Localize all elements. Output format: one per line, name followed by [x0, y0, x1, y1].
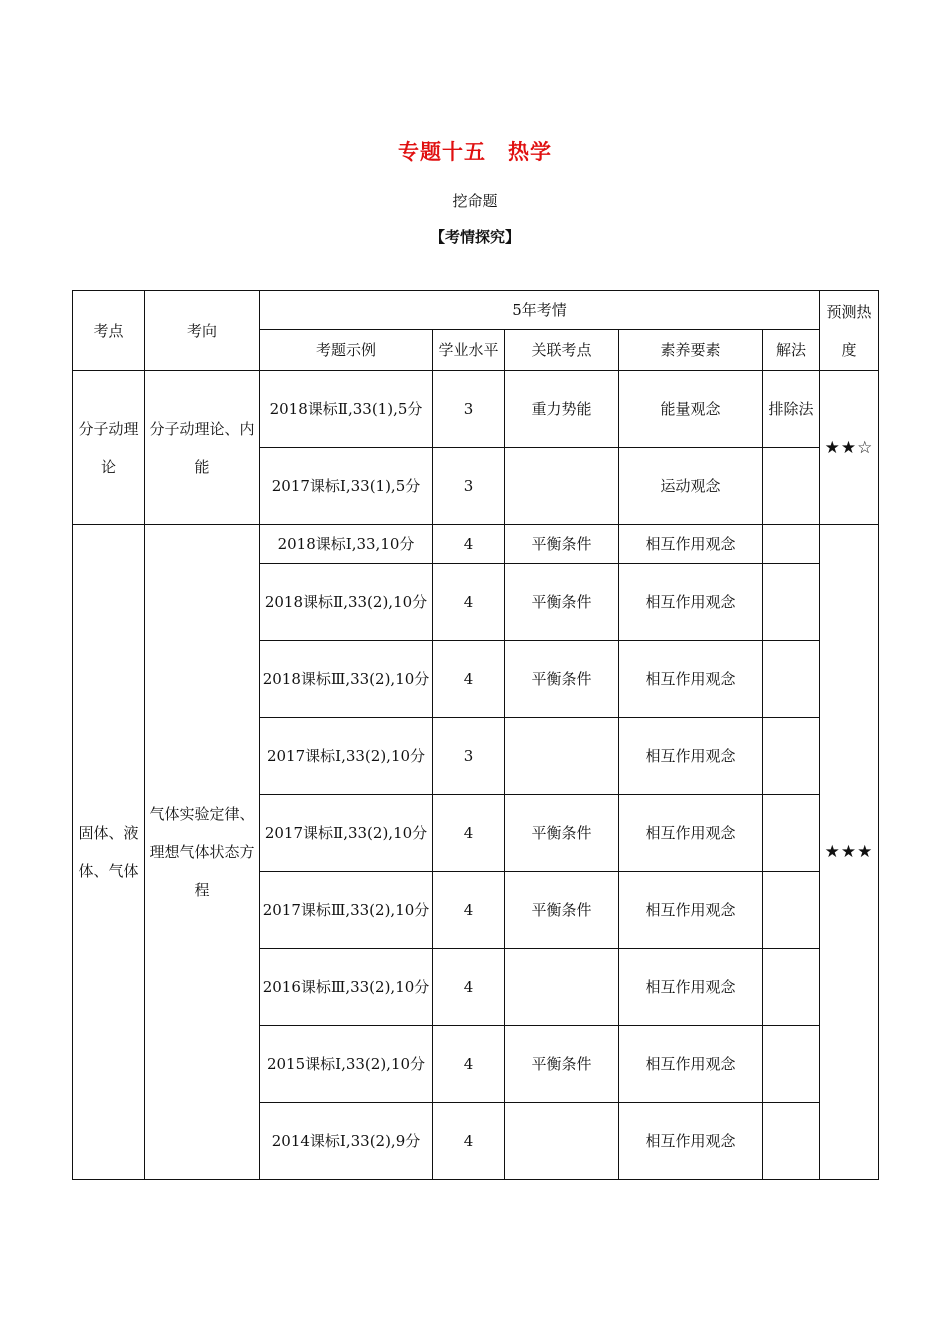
level-cell: 4: [433, 949, 505, 1026]
header-five-year: 5年考情: [260, 291, 820, 330]
related-cell: [505, 1103, 619, 1180]
kaoxiang-cell: 分子动理论、内能: [145, 371, 260, 525]
example-cell: 2017课标Ⅲ,33(2),10分: [260, 872, 433, 949]
method-cell: [763, 718, 820, 795]
related-cell: [505, 448, 619, 525]
related-cell: [505, 949, 619, 1026]
level-cell: 3: [433, 371, 505, 448]
literacy-cell: 运动观念: [619, 448, 763, 525]
example-cell: 2018课标Ⅰ,33,10分: [260, 525, 433, 564]
example-cell: 2018课标Ⅲ,33(2),10分: [260, 641, 433, 718]
kaoxiang-cell: 气体实验定律、理想气体状态方程: [145, 525, 260, 1180]
table-row: [73, 525, 879, 564]
method-cell: [763, 1103, 820, 1180]
level-cell: 3: [433, 448, 505, 525]
header-level: 学业水平: [433, 330, 505, 371]
level-cell: 4: [433, 564, 505, 641]
related-cell: [505, 718, 619, 795]
literacy-cell: 相互作用观念: [619, 949, 763, 1026]
level-cell: 4: [433, 795, 505, 872]
example-cell: 2017课标Ⅰ,33(2),10分: [260, 718, 433, 795]
forecast-stars: ★★★: [820, 525, 879, 1180]
method-cell: [763, 1026, 820, 1103]
literacy-cell: 相互作用观念: [619, 795, 763, 872]
header-literacy: 素养要素: [619, 330, 763, 371]
method-cell: 排除法: [763, 371, 820, 448]
level-cell: 4: [433, 641, 505, 718]
level-cell: 3: [433, 718, 505, 795]
level-cell: 4: [433, 1103, 505, 1180]
example-cell: 2016课标Ⅲ,33(2),10分: [260, 949, 433, 1026]
literacy-cell: 相互作用观念: [619, 1103, 763, 1180]
header-forecast: 预测热度: [820, 291, 879, 371]
method-cell: [763, 448, 820, 525]
literacy-cell: 相互作用观念: [619, 872, 763, 949]
literacy-cell: 能量观念: [619, 371, 763, 448]
literacy-cell: 相互作用观念: [619, 564, 763, 641]
document-subtitle: 挖命题: [452, 192, 498, 210]
related-cell: 平衡条件: [505, 564, 619, 641]
method-cell: [763, 641, 820, 718]
example-cell: 2017课标Ⅱ,33(2),10分: [260, 795, 433, 872]
example-cell: 2018课标Ⅱ,33(2),10分: [260, 564, 433, 641]
document-title: 专题十五 热学: [398, 140, 552, 164]
forecast-stars: ★★☆: [820, 371, 879, 525]
header-method: 解法: [763, 330, 820, 371]
literacy-cell: 相互作用观念: [619, 718, 763, 795]
header-example: 考题示例: [260, 330, 433, 371]
method-cell: [763, 872, 820, 949]
related-cell: 重力势能: [505, 371, 619, 448]
literacy-cell: 相互作用观念: [619, 641, 763, 718]
example-cell: 2014课标Ⅰ,33(2),9分: [260, 1103, 433, 1180]
related-cell: 平衡条件: [505, 872, 619, 949]
method-cell: [763, 564, 820, 641]
related-cell: 平衡条件: [505, 795, 619, 872]
kaodian-cell: 分子动理论: [73, 371, 145, 525]
header-row-1: [73, 291, 879, 330]
header-related: 关联考点: [505, 330, 619, 371]
example-cell: 2018课标Ⅱ,33(1),5分: [260, 371, 433, 448]
section-heading: 【考情探究】: [429, 228, 520, 246]
header-kaoxiang: 考向: [145, 291, 260, 371]
level-cell: 4: [433, 525, 505, 564]
literacy-cell: 相互作用观念: [619, 525, 763, 564]
method-cell: [763, 525, 820, 564]
table-row: [73, 371, 879, 448]
method-cell: [763, 795, 820, 872]
related-cell: 平衡条件: [505, 1026, 619, 1103]
related-cell: 平衡条件: [505, 641, 619, 718]
level-cell: 4: [433, 872, 505, 949]
related-cell: 平衡条件: [505, 525, 619, 564]
exam-analysis-table: [72, 290, 879, 1180]
example-cell: 2017课标Ⅰ,33(1),5分: [260, 448, 433, 525]
example-cell: 2015课标Ⅰ,33(2),10分: [260, 1026, 433, 1103]
kaodian-cell: 固体、液体、气体: [73, 525, 145, 1180]
method-cell: [763, 949, 820, 1026]
level-cell: 4: [433, 1026, 505, 1103]
literacy-cell: 相互作用观念: [619, 1026, 763, 1103]
header-kaodian: 考点: [73, 291, 145, 371]
